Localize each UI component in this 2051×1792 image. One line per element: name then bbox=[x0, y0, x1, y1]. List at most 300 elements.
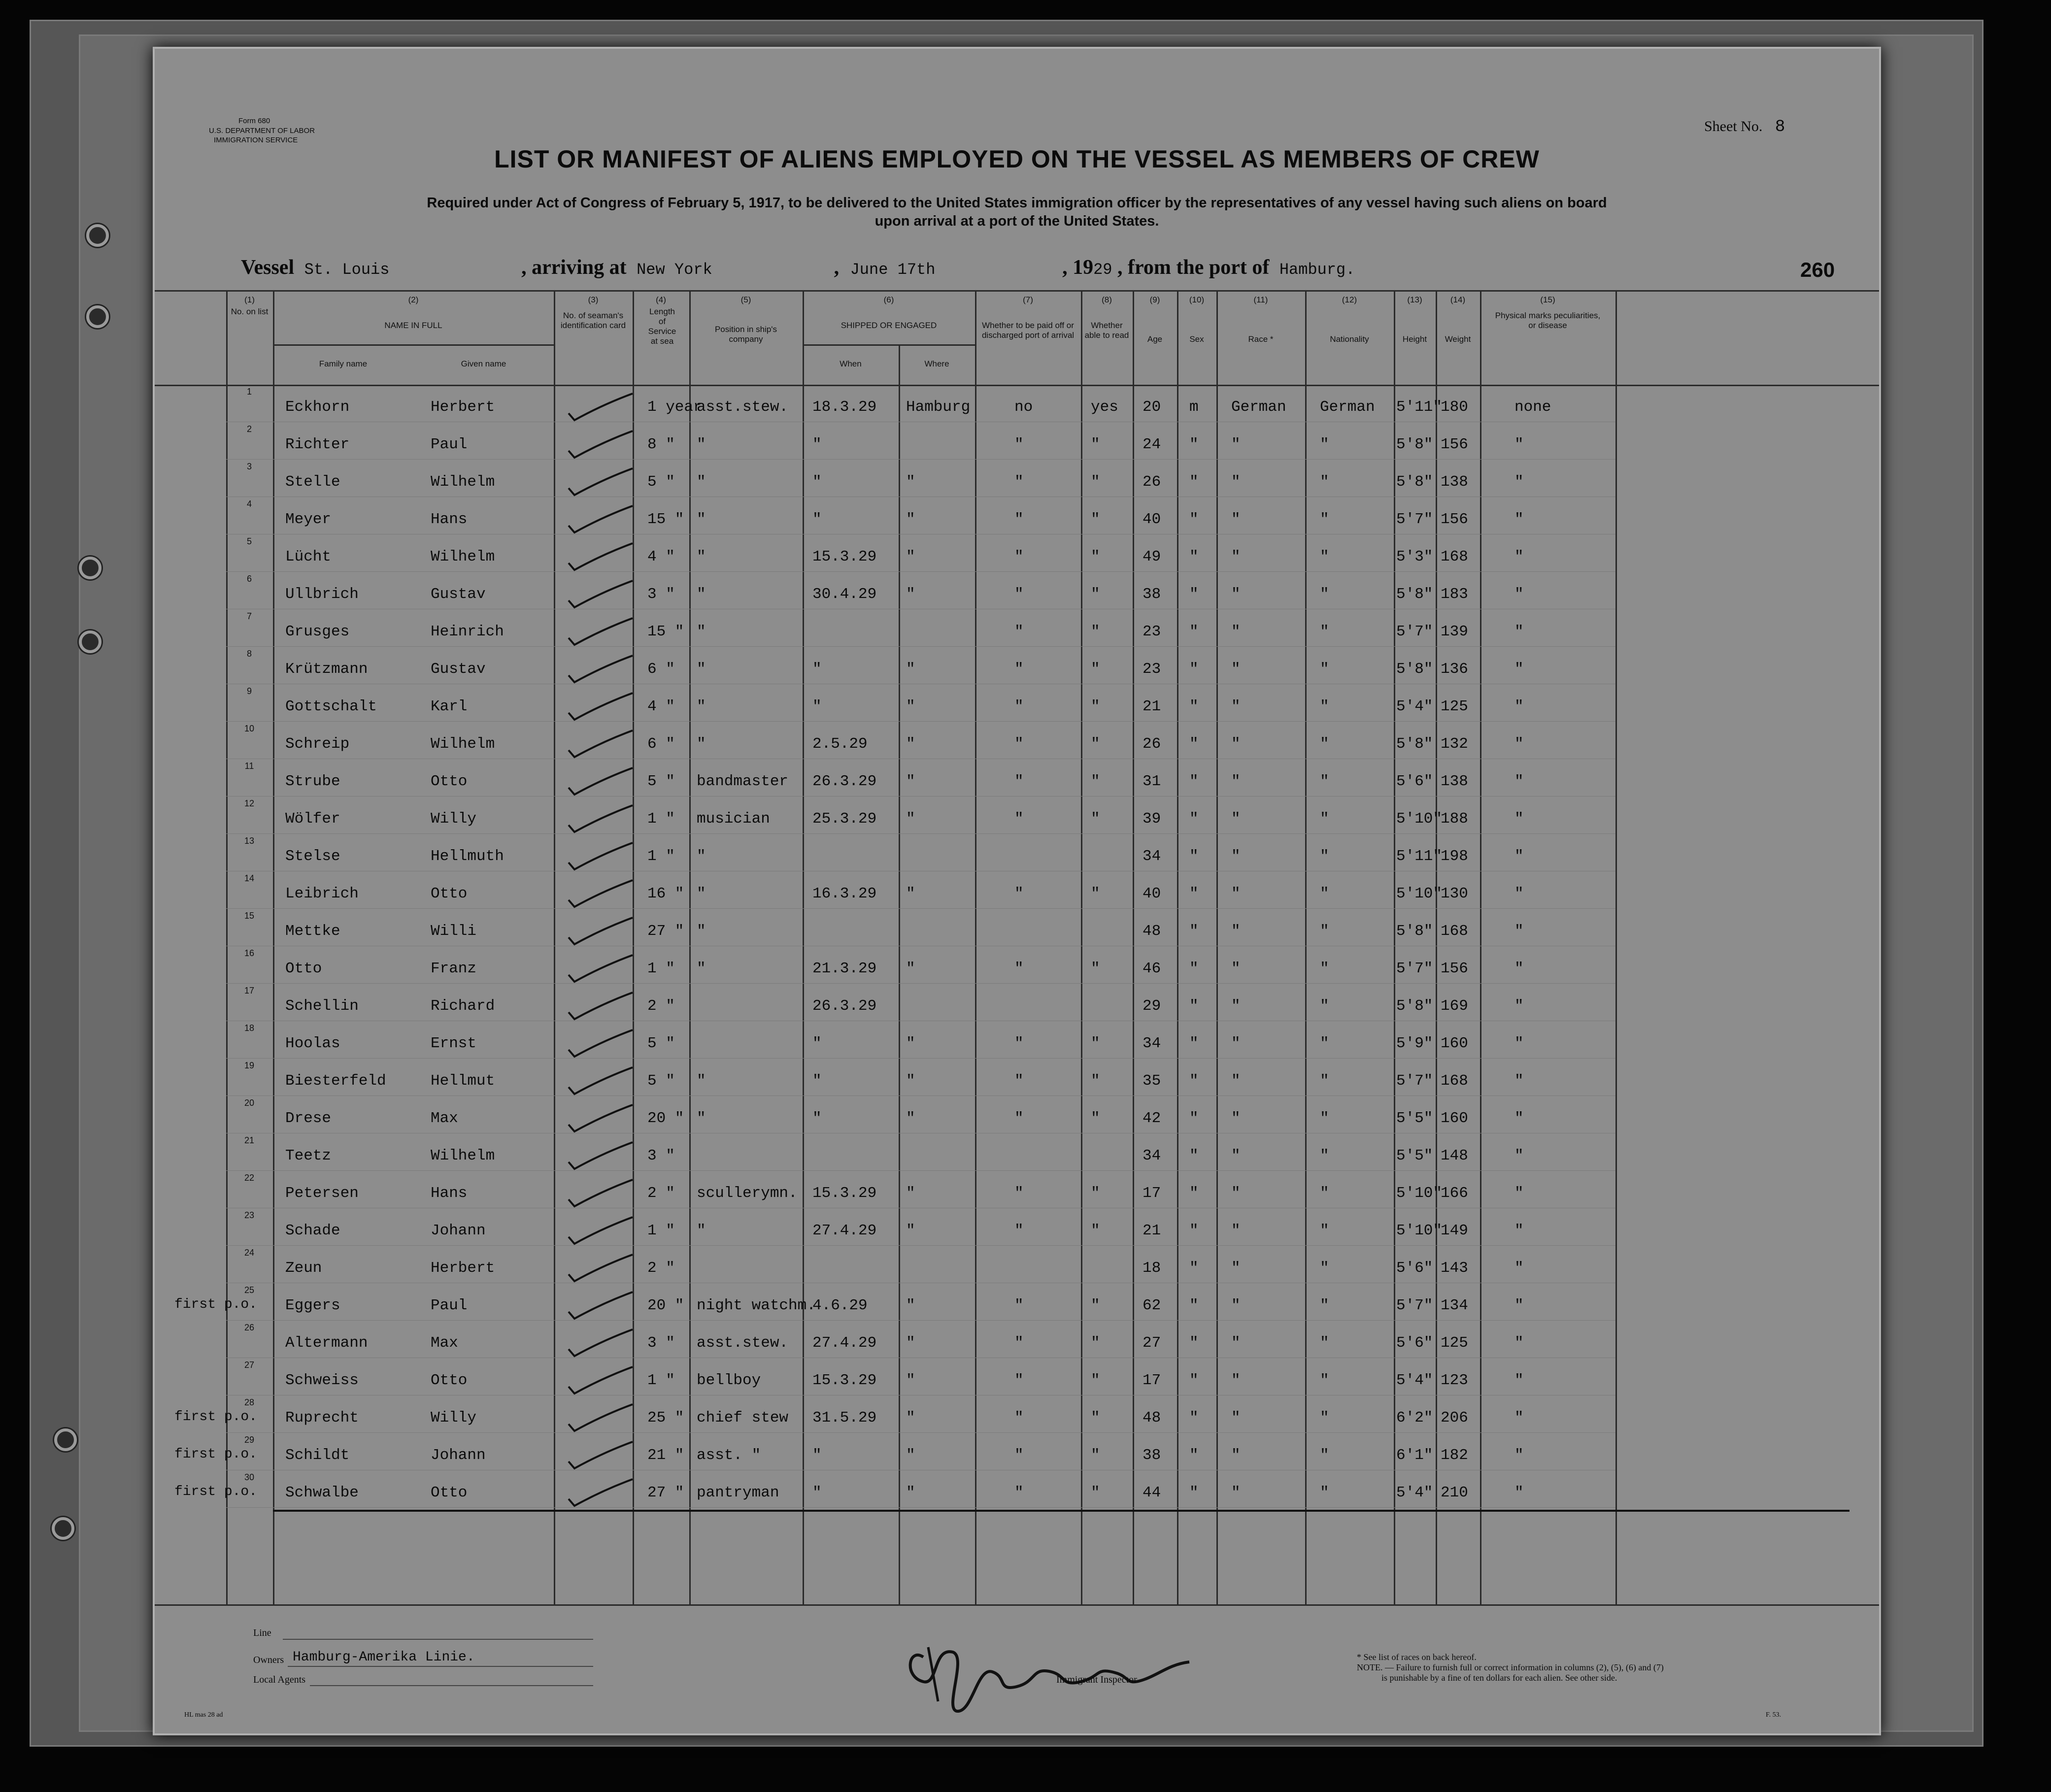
paid-off-cell: " bbox=[1014, 1185, 1024, 1202]
manifest-subtitle-1: Required under Act of Congress of February 5, 1917, to be delivered to the United States immigration officer by the representatives of any vessel having such aliens on board bbox=[427, 195, 1607, 211]
check-mark bbox=[564, 1288, 642, 1326]
weight-cell: 166 bbox=[1441, 1185, 1468, 1202]
weight-cell: 123 bbox=[1441, 1372, 1468, 1389]
weight-cell: 138 bbox=[1441, 773, 1468, 790]
paid-off-cell: " bbox=[1014, 1372, 1024, 1389]
nationality-cell: " bbox=[1320, 436, 1329, 453]
paid-off-cell: " bbox=[1014, 586, 1024, 603]
service-length-cell: 1 " bbox=[647, 848, 675, 865]
check-mark bbox=[564, 727, 642, 764]
col-header-6-num: (6) bbox=[883, 295, 894, 304]
table-row bbox=[155, 1321, 1879, 1358]
height-cell: 6'1" bbox=[1396, 1447, 1433, 1464]
col-header-12-num: (12) bbox=[1342, 295, 1357, 304]
col-header-6a: When bbox=[840, 359, 862, 368]
physical-marks-cell: " bbox=[1514, 1110, 1524, 1127]
physical-marks-cell: " bbox=[1514, 1185, 1524, 1202]
physical-marks-cell: " bbox=[1514, 1147, 1524, 1164]
shipped-when-cell: 2.5.29 bbox=[812, 735, 868, 753]
row-number: 12 bbox=[244, 798, 255, 808]
physical-marks-cell: " bbox=[1514, 848, 1524, 865]
able-to-read-cell: " bbox=[1091, 1035, 1100, 1052]
weight-cell: 168 bbox=[1441, 548, 1468, 565]
given-name-cell: Gustav bbox=[431, 586, 486, 603]
weight-cell: 198 bbox=[1441, 848, 1468, 865]
given-name-cell: Johann bbox=[431, 1447, 486, 1464]
position-cell: " bbox=[697, 473, 706, 491]
race-cell: " bbox=[1231, 1260, 1241, 1277]
table-row bbox=[155, 609, 1879, 647]
weight-cell: 210 bbox=[1441, 1484, 1468, 1501]
family-name-cell: Gottschalt bbox=[285, 698, 377, 715]
col-header-1: No. on list bbox=[231, 307, 269, 316]
row-number: 18 bbox=[244, 1023, 255, 1033]
col-header-11-num: (11) bbox=[1253, 295, 1268, 304]
age-cell: 26 bbox=[1143, 735, 1161, 753]
table-row bbox=[155, 909, 1879, 946]
weight-cell: 183 bbox=[1441, 586, 1468, 603]
age-cell: 31 bbox=[1143, 773, 1161, 790]
shipped-when-cell: 25.3.29 bbox=[812, 810, 877, 828]
race-cell: " bbox=[1231, 1147, 1241, 1164]
row-number: 8 bbox=[246, 649, 252, 659]
able-to-read-cell: " bbox=[1091, 1372, 1100, 1389]
manifest-subtitle-2: upon arrival at a port of the United States. bbox=[874, 213, 1159, 229]
row-number: 15 bbox=[244, 911, 255, 921]
shipped-when-cell: 15.3.29 bbox=[812, 548, 877, 565]
height-cell: 5'8" bbox=[1396, 436, 1433, 453]
physical-marks-cell: " bbox=[1514, 473, 1524, 491]
subheader-rule bbox=[803, 344, 975, 346]
age-cell: 48 bbox=[1143, 923, 1161, 940]
sex-cell: " bbox=[1189, 1035, 1199, 1052]
paid-off-cell: " bbox=[1014, 885, 1024, 902]
table-row bbox=[155, 684, 1879, 722]
vessel-name: St. Louis bbox=[304, 261, 390, 279]
family-name-cell: Schweiss bbox=[285, 1372, 359, 1389]
height-cell: 5'8" bbox=[1396, 473, 1433, 491]
shipped-where-cell: " bbox=[906, 1447, 915, 1464]
age-cell: 49 bbox=[1143, 548, 1161, 565]
service-length-cell: 3 " bbox=[647, 1147, 675, 1164]
race-cell: " bbox=[1231, 960, 1241, 977]
weight-cell: 139 bbox=[1441, 623, 1468, 640]
height-cell: 5'6" bbox=[1396, 1260, 1433, 1277]
sex-cell: " bbox=[1189, 1297, 1199, 1314]
check-mark bbox=[564, 1363, 642, 1400]
able-to-read-cell: " bbox=[1091, 661, 1100, 678]
able-to-read-cell: " bbox=[1091, 1110, 1100, 1127]
check-mark bbox=[564, 876, 642, 914]
sex-cell: " bbox=[1189, 848, 1199, 865]
race-cell: " bbox=[1231, 623, 1241, 640]
paid-off-cell: " bbox=[1014, 698, 1024, 715]
family-name-cell: Eggers bbox=[285, 1297, 340, 1314]
service-length-cell: 20 " bbox=[647, 1110, 684, 1127]
physical-marks-cell: " bbox=[1514, 997, 1524, 1015]
able-to-read-cell: " bbox=[1091, 735, 1100, 753]
given-name-cell: Karl bbox=[431, 698, 468, 715]
race-cell: " bbox=[1231, 1297, 1241, 1314]
nationality-cell: " bbox=[1320, 848, 1329, 865]
shipped-where-cell: " bbox=[906, 511, 915, 528]
nationality-cell: " bbox=[1320, 1334, 1329, 1352]
given-name-cell: Hans bbox=[431, 1185, 468, 1202]
table-row bbox=[155, 422, 1879, 460]
nationality-cell: " bbox=[1320, 1185, 1329, 1202]
age-cell: 40 bbox=[1143, 511, 1161, 528]
sex-cell: " bbox=[1189, 997, 1199, 1015]
service-length-cell: 1 " bbox=[647, 960, 675, 977]
table-row bbox=[155, 1096, 1879, 1133]
paid-off-cell: " bbox=[1014, 623, 1024, 640]
sex-cell: " bbox=[1189, 1484, 1199, 1501]
service-length-cell: 16 " bbox=[647, 885, 684, 902]
family-name-cell: Altermann bbox=[285, 1334, 368, 1352]
row-note: first p.o. bbox=[174, 1297, 258, 1312]
nationality-cell: " bbox=[1320, 1260, 1329, 1277]
able-to-read-cell: " bbox=[1091, 885, 1100, 902]
table-row bbox=[155, 1470, 1879, 1508]
col-header-14: Weight bbox=[1445, 334, 1471, 344]
race-cell: " bbox=[1231, 1484, 1241, 1501]
sex-cell: " bbox=[1189, 1147, 1199, 1164]
page-number: 260 bbox=[1800, 258, 1835, 281]
race-cell: " bbox=[1231, 773, 1241, 790]
shipped-where-cell: " bbox=[906, 960, 915, 977]
race-cell: " bbox=[1231, 923, 1241, 940]
sex-cell: " bbox=[1189, 548, 1199, 565]
col-header-9-num: (9) bbox=[1149, 295, 1160, 304]
family-name-cell: Wölfer bbox=[285, 810, 340, 828]
shipped-where-cell: " bbox=[906, 773, 915, 790]
weight-cell: 138 bbox=[1441, 473, 1468, 491]
shipped-where-cell: Hamburg bbox=[906, 398, 971, 416]
weight-cell: 168 bbox=[1441, 1072, 1468, 1090]
from-port: Hamburg. bbox=[1279, 261, 1355, 279]
position-cell: bellboy bbox=[697, 1372, 761, 1389]
manifest-title: LIST OR MANIFEST OF ALIENS EMPLOYED ON THE VESSEL AS MEMBERS OF CREW bbox=[494, 145, 1540, 173]
weight-cell: 132 bbox=[1441, 735, 1468, 753]
physical-marks-cell: " bbox=[1514, 623, 1524, 640]
family-name-cell: Meyer bbox=[285, 511, 332, 528]
table-row bbox=[155, 1283, 1879, 1321]
given-name-cell: Heinrich bbox=[431, 623, 504, 640]
height-cell: 5'7" bbox=[1396, 1297, 1433, 1314]
shipped-when-cell: " bbox=[812, 511, 822, 528]
age-cell: 21 bbox=[1143, 1222, 1161, 1239]
shipped-when-cell: 27.4.29 bbox=[812, 1334, 877, 1352]
able-to-read-cell: " bbox=[1091, 698, 1100, 715]
shipped-where-cell: " bbox=[906, 548, 915, 565]
shipped-where-cell: " bbox=[906, 586, 915, 603]
weight-cell: 136 bbox=[1441, 661, 1468, 678]
shipped-when-cell: " bbox=[812, 1110, 822, 1127]
weight-cell: 180 bbox=[1441, 398, 1468, 416]
nationality-cell: " bbox=[1320, 1409, 1329, 1427]
shipped-where-cell: " bbox=[906, 1185, 915, 1202]
age-cell: 21 bbox=[1143, 698, 1161, 715]
given-name-cell: Paul bbox=[431, 436, 468, 453]
nationality-cell: " bbox=[1320, 1297, 1329, 1314]
position-cell: chief stew bbox=[697, 1409, 789, 1427]
sheet-number: 8 bbox=[1775, 118, 1785, 136]
nationality-cell: " bbox=[1320, 1147, 1329, 1164]
table-row bbox=[155, 984, 1879, 1021]
check-mark bbox=[564, 914, 642, 951]
check-mark bbox=[564, 989, 642, 1026]
sex-cell: " bbox=[1189, 1334, 1199, 1352]
shipped-where-cell: " bbox=[906, 1110, 915, 1127]
check-mark bbox=[564, 689, 642, 727]
family-name-cell: Lücht bbox=[285, 548, 332, 565]
physical-marks-cell: " bbox=[1514, 661, 1524, 678]
able-to-read-cell: " bbox=[1091, 773, 1100, 790]
shipped-where-cell: " bbox=[906, 735, 915, 753]
able-to-read-cell: " bbox=[1091, 1297, 1100, 1314]
table-row bbox=[155, 1133, 1879, 1171]
given-name-cell: Willy bbox=[431, 810, 477, 828]
service-length-cell: 1 " bbox=[647, 1222, 675, 1239]
col-header-8-num: (8) bbox=[1102, 295, 1112, 304]
position-cell: " bbox=[697, 848, 706, 865]
row-note: first p.o. bbox=[174, 1409, 258, 1425]
comma: , bbox=[834, 256, 840, 279]
shipped-when-cell: " bbox=[812, 1035, 822, 1052]
service-length-cell: 2 " bbox=[647, 1185, 675, 1202]
paid-off-cell: " bbox=[1014, 511, 1024, 528]
shipped-when-cell: 15.3.29 bbox=[812, 1185, 877, 1202]
shipped-when-cell: 4.6.29 bbox=[812, 1297, 868, 1314]
age-cell: 39 bbox=[1143, 810, 1161, 828]
physical-marks-cell: " bbox=[1514, 1484, 1524, 1501]
position-cell: " bbox=[697, 586, 706, 603]
height-cell: 5'7" bbox=[1396, 960, 1433, 977]
shipped-when-cell: " bbox=[812, 661, 822, 678]
shipped-where-cell: " bbox=[906, 1372, 915, 1389]
race-cell: " bbox=[1231, 810, 1241, 828]
given-name-cell: Otto bbox=[431, 885, 468, 902]
able-to-read-cell: " bbox=[1091, 548, 1100, 565]
check-mark bbox=[564, 502, 642, 539]
col-header-2: NAME IN FULL bbox=[384, 321, 442, 330]
row-number: 7 bbox=[246, 611, 252, 621]
col-header-6b: Where bbox=[924, 359, 949, 368]
position-cell: " bbox=[697, 1222, 706, 1239]
col-header-7: Whether to be paid off or discharged port of arrival bbox=[981, 321, 1075, 340]
physical-marks-cell: " bbox=[1514, 885, 1524, 902]
shipped-when-cell: " bbox=[812, 1484, 822, 1501]
check-mark bbox=[564, 1026, 642, 1063]
race-cell: " bbox=[1231, 1447, 1241, 1464]
arriving-label: , arriving at bbox=[521, 256, 627, 279]
position-cell: " bbox=[697, 885, 706, 902]
able-to-read-cell: " bbox=[1091, 623, 1100, 640]
given-name-cell: Willi bbox=[431, 923, 477, 940]
row-rule bbox=[226, 1507, 1615, 1508]
row-number: 30 bbox=[244, 1472, 255, 1482]
race-cell: " bbox=[1231, 848, 1241, 865]
position-cell: " bbox=[697, 735, 706, 753]
punch-hole bbox=[86, 305, 109, 328]
weight-cell: 134 bbox=[1441, 1297, 1468, 1314]
family-name-cell: Schellin bbox=[285, 997, 359, 1015]
check-mark bbox=[564, 652, 642, 689]
shipped-when-cell: 26.3.29 bbox=[812, 773, 877, 790]
nationality-cell: " bbox=[1320, 1035, 1329, 1052]
given-name-cell: Herbert bbox=[431, 398, 495, 416]
sex-cell: " bbox=[1189, 1110, 1199, 1127]
shipped-where-cell: " bbox=[906, 1035, 915, 1052]
height-cell: 5'7" bbox=[1396, 511, 1433, 528]
height-cell: 5'3" bbox=[1396, 548, 1433, 565]
check-mark bbox=[564, 839, 642, 876]
shipped-when-cell: 16.3.29 bbox=[812, 885, 877, 902]
arrival-year: 29 bbox=[1093, 261, 1112, 279]
service-length-cell: 20 " bbox=[647, 1297, 684, 1314]
paid-off-cell: " bbox=[1014, 1035, 1024, 1052]
height-cell: 5'8" bbox=[1396, 661, 1433, 678]
physical-marks-cell: none bbox=[1514, 398, 1551, 416]
department-label: U.S. DEPARTMENT OF LABOR bbox=[209, 127, 315, 135]
physical-marks-cell: " bbox=[1514, 1409, 1524, 1427]
shipped-when-cell: 18.3.29 bbox=[812, 398, 877, 416]
nationality-cell: " bbox=[1320, 1110, 1329, 1127]
table-row bbox=[155, 1021, 1879, 1059]
race-cell: " bbox=[1231, 1334, 1241, 1352]
paid-off-cell: " bbox=[1014, 735, 1024, 753]
height-cell: 5'6" bbox=[1396, 1334, 1433, 1352]
arrival-date: June 17th bbox=[850, 261, 936, 279]
check-mark bbox=[564, 1101, 642, 1138]
col-header-2-num: (2) bbox=[408, 295, 419, 304]
nationality-cell: " bbox=[1320, 735, 1329, 753]
race-cell: " bbox=[1231, 548, 1241, 565]
position-cell: musician bbox=[697, 810, 770, 828]
nationality-cell: " bbox=[1320, 586, 1329, 603]
table-row bbox=[155, 871, 1879, 909]
age-cell: 17 bbox=[1143, 1185, 1161, 1202]
paid-off-cell: no bbox=[1014, 398, 1033, 416]
punch-hole bbox=[86, 224, 109, 247]
punch-hole bbox=[79, 557, 101, 579]
weight-cell: 160 bbox=[1441, 1110, 1468, 1127]
form-code: F. 53. bbox=[1766, 1711, 1782, 1719]
footnote-2: NOTE. — Failure to furnish full or correct information in columns (2), (5), (6) and (7) bbox=[1357, 1662, 1664, 1672]
race-cell: " bbox=[1231, 735, 1241, 753]
shipped-when-cell: " bbox=[812, 473, 822, 491]
physical-marks-cell: " bbox=[1514, 1035, 1524, 1052]
age-cell: 42 bbox=[1143, 1110, 1161, 1127]
table-row bbox=[155, 796, 1879, 834]
paid-off-cell: " bbox=[1014, 661, 1024, 678]
col-header-8: Whether able to read bbox=[1084, 321, 1129, 340]
punch-hole bbox=[54, 1428, 77, 1451]
sex-cell: " bbox=[1189, 698, 1199, 715]
able-to-read-cell: " bbox=[1091, 1222, 1100, 1239]
family-name-cell: Schade bbox=[285, 1222, 340, 1239]
position-cell: asst.stew. bbox=[697, 1334, 789, 1352]
service-length-cell: 1 year bbox=[647, 398, 703, 416]
nationality-cell: " bbox=[1320, 1484, 1329, 1501]
row-number: 27 bbox=[244, 1360, 255, 1370]
weight-cell: 160 bbox=[1441, 1035, 1468, 1052]
age-cell: 23 bbox=[1143, 623, 1161, 640]
race-cell: " bbox=[1231, 1372, 1241, 1389]
shipped-where-cell: " bbox=[906, 1297, 915, 1314]
given-name-cell: Max bbox=[431, 1334, 458, 1352]
shipped-when-cell: 30.4.29 bbox=[812, 586, 877, 603]
family-name-cell: Hoolas bbox=[285, 1035, 340, 1052]
family-name-cell: Petersen bbox=[285, 1185, 359, 1202]
shipped-where-cell: " bbox=[906, 1072, 915, 1090]
table-row bbox=[155, 759, 1879, 796]
nationality-cell: " bbox=[1320, 698, 1329, 715]
race-cell: " bbox=[1231, 1185, 1241, 1202]
family-name-cell: Zeun bbox=[285, 1260, 322, 1277]
position-cell: " bbox=[697, 661, 706, 678]
height-cell: 5'7" bbox=[1396, 1072, 1433, 1090]
family-name-cell: Stelse bbox=[285, 848, 340, 865]
age-cell: 24 bbox=[1143, 436, 1161, 453]
row-number: 11 bbox=[244, 761, 254, 771]
nationality-cell: " bbox=[1320, 511, 1329, 528]
physical-marks-cell: " bbox=[1514, 1222, 1524, 1239]
position-cell: " bbox=[697, 923, 706, 940]
family-name-cell: Leibrich bbox=[285, 885, 359, 902]
position-cell: " bbox=[697, 960, 706, 977]
service-length-cell: 6 " bbox=[647, 661, 675, 678]
agents-label: Local Agents bbox=[253, 1674, 306, 1685]
position-cell: asst. " bbox=[697, 1447, 761, 1464]
sex-cell: " bbox=[1189, 923, 1199, 940]
row-number: 26 bbox=[244, 1323, 255, 1332]
able-to-read-cell: " bbox=[1091, 1072, 1100, 1090]
col-header-3-num: (3) bbox=[588, 295, 599, 304]
col-header-2b: Given name bbox=[461, 359, 506, 368]
nationality-cell: " bbox=[1320, 661, 1329, 678]
age-cell: 38 bbox=[1143, 1447, 1161, 1464]
service-length-cell: 21 " bbox=[647, 1447, 684, 1464]
given-name-cell: Franz bbox=[431, 960, 477, 977]
able-to-read-cell: " bbox=[1091, 473, 1100, 491]
height-cell: 5'10" bbox=[1396, 1185, 1443, 1202]
height-cell: 5'10" bbox=[1396, 885, 1443, 902]
check-mark bbox=[564, 1138, 642, 1176]
height-cell: 5'11" bbox=[1396, 398, 1443, 416]
physical-marks-cell: " bbox=[1514, 773, 1524, 790]
physical-marks-cell: " bbox=[1514, 1072, 1524, 1090]
owners-rule bbox=[288, 1666, 593, 1667]
sex-cell: m bbox=[1189, 398, 1199, 416]
check-mark bbox=[564, 1400, 642, 1438]
able-to-read-cell: " bbox=[1091, 436, 1100, 453]
family-name-cell: Teetz bbox=[285, 1147, 332, 1164]
col-header-7-num: (7) bbox=[1023, 295, 1033, 304]
check-mark bbox=[564, 539, 642, 577]
age-cell: 34 bbox=[1143, 1035, 1161, 1052]
race-cell: " bbox=[1231, 1409, 1241, 1427]
weight-cell: 182 bbox=[1441, 1447, 1468, 1464]
height-cell: 5'10" bbox=[1396, 1222, 1443, 1239]
table-row bbox=[155, 946, 1879, 984]
service-length-cell: 2 " bbox=[647, 1260, 675, 1277]
family-name-cell: Grusges bbox=[285, 623, 350, 640]
age-cell: 34 bbox=[1143, 848, 1161, 865]
col-header-15: Physical marks peculiarities, or disease bbox=[1495, 311, 1601, 330]
physical-marks-cell: " bbox=[1514, 1260, 1524, 1277]
sex-cell: " bbox=[1189, 810, 1199, 828]
